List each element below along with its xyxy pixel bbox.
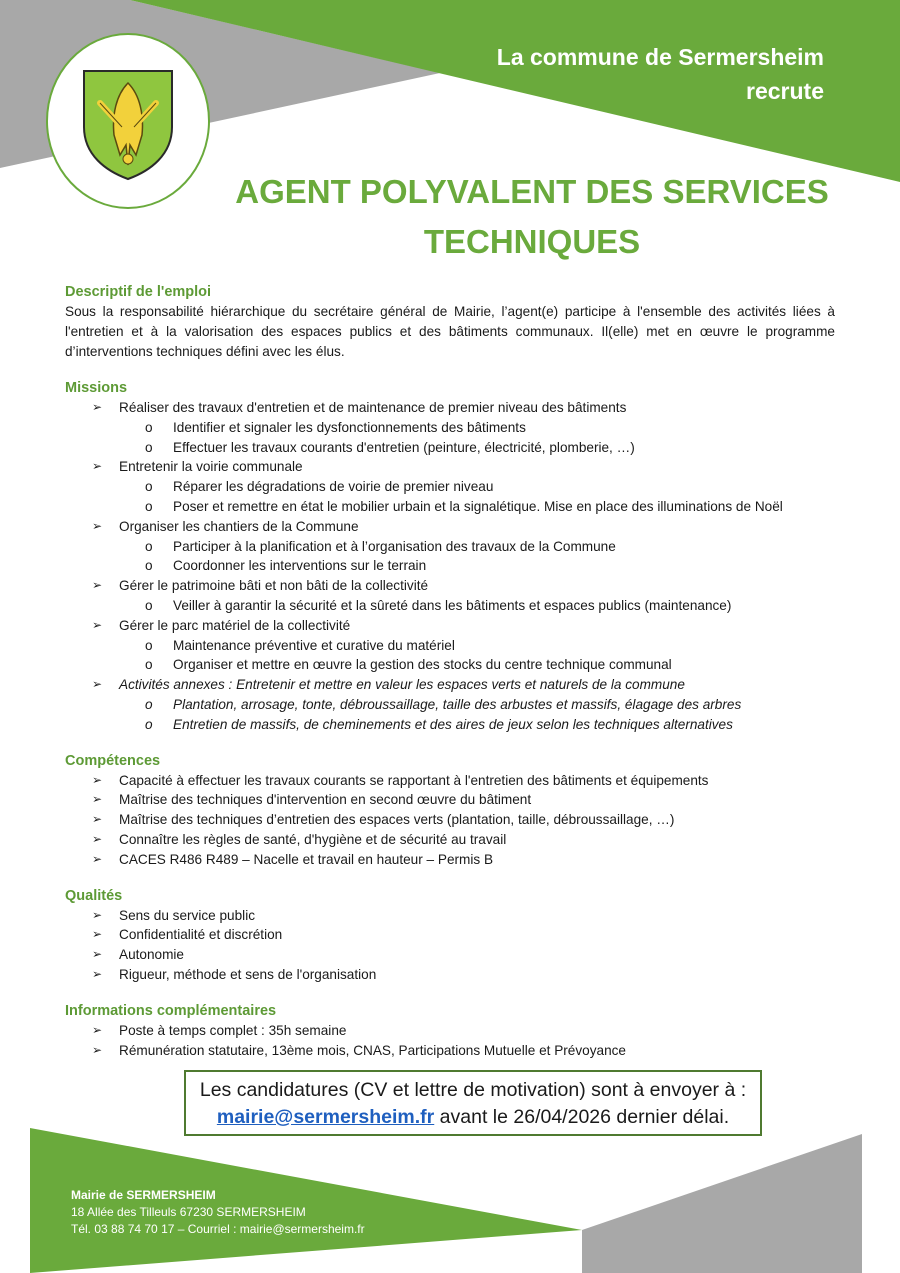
circle-bullet-icon: o — [145, 538, 153, 554]
list-item: o Identifier et signaler les dysfonctionnements des bâtiments — [65, 418, 835, 438]
application-line-2 — [186, 1104, 760, 1131]
list-item: ➢ Sens du service public — [65, 906, 835, 926]
descriptif-text: Sous la responsabilité hiérarchique du secrétaire général de Mairie, l’agent(e) participe à l'ensemble des activités liées à l'entretien et à la valorisation des espaces publics et des bâtiments communaux. Il(elle) met en œuvre le programme d’interventions techniques défini avec les élus. — [65, 304, 835, 359]
arrow-bullet-icon: ➢ — [92, 947, 103, 962]
list-item: ➢ Entretenir la voirie communale o Réparer les dégradations de voirie de premier niveau o Poser et remettre en état le mobilier urbain et la signalétique. Mise en place des illuminations de Noël — [65, 457, 835, 516]
arrow-bullet-icon: ➢ — [92, 851, 103, 866]
circle-bullet-icon: o — [145, 479, 153, 495]
list-item: ➢ Autonomie — [65, 945, 835, 965]
list-item: ➢ Rigueur, méthode et sens de l'organisation — [65, 965, 835, 985]
arrow-bullet-icon: ➢ — [92, 772, 103, 787]
list-item: ➢ Poste à temps complet : 35h semaine — [65, 1021, 835, 1041]
list-item: o Entretien de massifs, de cheminements et des aires de jeux selon les techniques alternatives — [65, 715, 835, 735]
list-item: ➢ Confidentialité et discrétion — [65, 925, 835, 945]
list-item: ➢ Activités annexes : Entretenir et mettre en valeur les espaces verts et naturels de la commune o Plantation, arrosage, tonte, débroussaillage, taille des arbustes et massifs, élagage des arbres o Entretien de massifs, de cheminements et des aires de jeux selon les techniques alternatives — [65, 675, 835, 734]
section-title-missions: Missions — [65, 380, 128, 396]
list-item: ➢ Rémunération statutaire, 13ème mois, CNAS, Participations Mutuelle et Prévoyance — [65, 1041, 835, 1061]
footer-name: Mairie de SERMERSHEIM — [71, 1188, 216, 1202]
header-line-2: recrute — [746, 78, 824, 104]
circle-bullet-icon: o — [145, 439, 153, 455]
competences-list — [65, 771, 835, 870]
list-item: o Poser et remettre en état le mobilier urbain et la signalétique. Mise en place des illuminations de Noël — [65, 497, 835, 517]
list-item: ➢ Organiser les chantiers de la Commune o Participer à la planification et à l’organisation des travaux de la Commune o Coordonner les interventions sur le terrain — [65, 517, 835, 576]
list-item: o Coordonner les interventions sur le terrain — [65, 556, 835, 576]
arrow-bullet-icon: ➢ — [92, 459, 103, 474]
arrow-bullet-icon: ➢ — [92, 400, 103, 414]
footer-address: 18 Allée des Tilleuls 67230 SERMERSHEIM — [71, 1205, 306, 1219]
list-item: o Participer à la planification et à l’organisation des travaux de la Commune — [65, 537, 835, 557]
footer-grey-band — [582, 1134, 862, 1273]
circle-bullet-icon: o — [145, 657, 153, 673]
arrow-bullet-icon: ➢ — [92, 518, 103, 533]
application-text: Les candidatures (CV et lettre de motivation) sont à envoyer à : — [199, 1079, 747, 1101]
arrow-bullet-icon: ➢ — [92, 927, 103, 942]
list-item: ➢ Réaliser des travaux d'entretien et de maintenance de premier niveau des bâtiments o Identifier et signaler les dysfonctionnements des bâtiments o Effectuer les travaux courants d'entretien (peinture, électricité, plomberie, …) — [65, 398, 835, 457]
deadline-text: avant le 26/04/2026 dernier délai. — [434, 1106, 730, 1128]
list-item: ➢ Gérer le patrimoine bâti et non bâti de la collectivité o Veiller à garantir la sécurité et la sûreté dans les bâtiments et espaces publics (maintenance) — [65, 576, 835, 616]
header-line-1: La commune de Sermersheim — [496, 44, 824, 70]
list-item: o Veiller à garantir la sécurité et la sûreté dans les bâtiments et espaces publics (maintenance) — [65, 596, 835, 616]
footer-contact-line: Tél. 03 88 74 70 17 – Courriel : mairie@sermersheim.fr — [71, 1222, 365, 1236]
list-item: ➢ CACES R486 R489 – Nacelle et travail en hauteur – Permis B — [65, 850, 835, 870]
list-item: ➢ Connaître les règles de santé, d'hygiène et de sécurité au travail — [65, 830, 835, 850]
circle-bullet-icon: o — [145, 498, 153, 514]
arrow-bullet-icon: ➢ — [92, 812, 103, 827]
circle-bullet-icon: o — [145, 716, 153, 732]
header-title — [404, 40, 824, 108]
logo — [46, 33, 210, 209]
arrow-bullet-icon: ➢ — [92, 792, 103, 807]
missions-list — [65, 398, 835, 735]
circle-bullet-icon: o — [145, 558, 153, 574]
list-item: o Maintenance préventive et curative du matériel — [65, 636, 835, 656]
arrow-bullet-icon: ➢ — [92, 907, 103, 922]
job-description — [65, 282, 835, 1060]
coat-of-arms-icon — [80, 69, 176, 181]
section-title-competences: Compétences — [65, 752, 161, 769]
circle-bullet-icon: o — [145, 419, 153, 435]
email-link[interactable]: mairie@sermersheim.fr — [216, 1106, 435, 1128]
list-item: o Plantation, arrosage, tonte, débroussaillage, taille des arbustes et massifs, élagage des arbres — [65, 695, 835, 715]
circle-bullet-icon: o — [145, 597, 153, 613]
section-title-infos: Informations complémentaires — [65, 1002, 277, 1019]
section-title-qualites: Qualités — [65, 887, 123, 904]
list-item: o Organiser et mettre en œuvre la gestion des stocks du centre technique communal — [65, 655, 835, 675]
circle-bullet-icon: o — [145, 637, 153, 653]
application-box — [184, 1070, 762, 1136]
list-item: ➢ Maîtrise des techniques d’entretien des espaces verts (plantation, taille, débroussaillage, …) — [65, 810, 835, 830]
page-title: AGENT POLYVALENT DES SERVICES TECHNIQUES — [235, 173, 829, 260]
arrow-bullet-icon: ➢ — [92, 677, 103, 692]
arrow-bullet-icon: ➢ — [92, 578, 103, 593]
footer-contact — [71, 1187, 365, 1238]
list-item: o Effectuer les travaux courants d'entretien (peinture, électricité, plomberie, …) — [65, 438, 835, 458]
list-item: o Réparer les dégradations de voirie de premier niveau — [65, 477, 835, 497]
section-title-descriptif: Descriptif de l'emploi — [65, 284, 212, 300]
arrow-bullet-icon: ➢ — [92, 966, 103, 981]
arrow-bullet-icon: ➢ — [92, 617, 103, 632]
qualites-list — [65, 906, 835, 985]
infos-list — [65, 1021, 835, 1061]
arrow-bullet-icon: ➢ — [92, 831, 103, 846]
circle-bullet-icon: o — [145, 696, 153, 712]
list-item: ➢ Capacité à effectuer les travaux courants se rapportant à l'entretien des bâtiments et équipements — [65, 771, 835, 791]
list-item: ➢ Maîtrise des techniques d'intervention en second œuvre du bâtiment — [65, 790, 835, 810]
arrow-bullet-icon: ➢ — [92, 1042, 103, 1057]
arrow-bullet-icon: ➢ — [92, 1022, 103, 1037]
list-item: ➢ Gérer le parc matériel de la collectivité o Maintenance préventive et curative du matériel o Organiser et mettre en œuvre la gestion des stocks du centre technique communal — [65, 616, 835, 675]
